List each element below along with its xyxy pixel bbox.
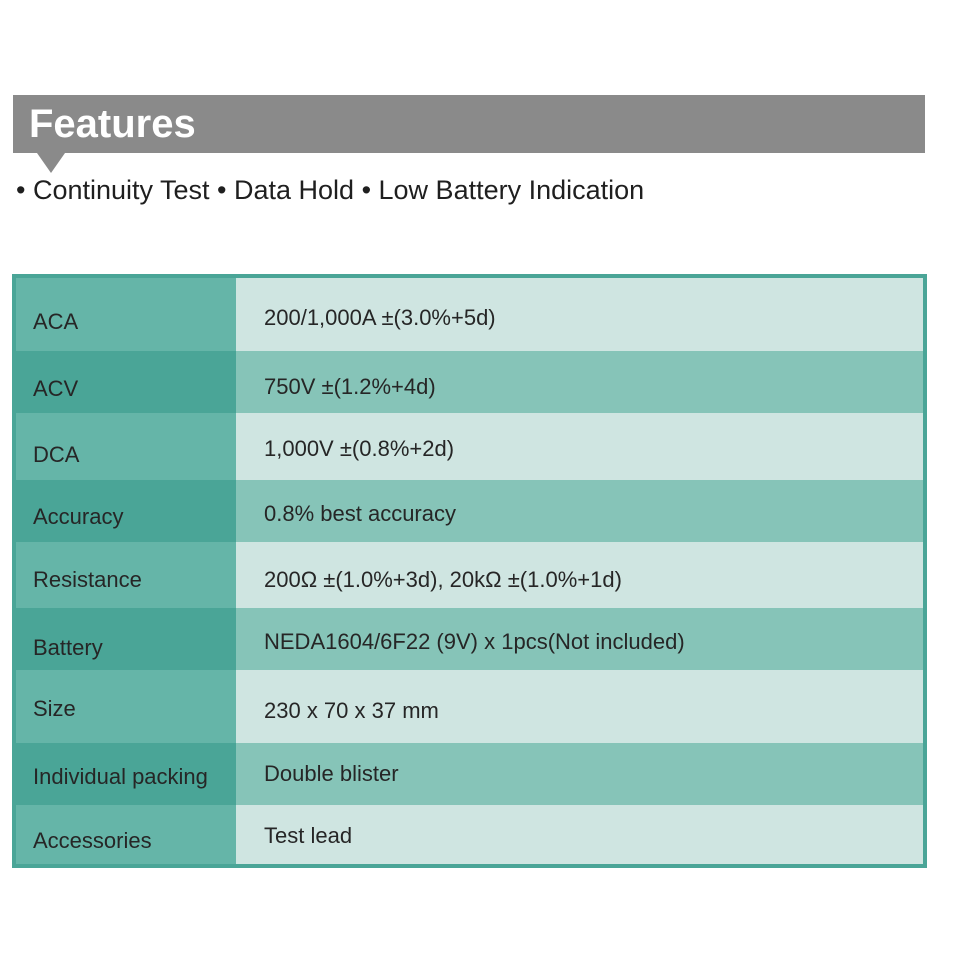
spec-label: Accessories <box>16 805 236 864</box>
spec-label: Accuracy <box>16 480 236 542</box>
spec-label: Battery <box>16 608 236 670</box>
spec-label: ACA <box>16 278 236 351</box>
spec-row-battery <box>16 608 923 670</box>
spec-label: ACV <box>16 351 236 413</box>
spec-label: Resistance <box>16 542 236 608</box>
spec-row-individual-packing <box>16 743 923 805</box>
spec-label: DCA <box>16 413 236 480</box>
spec-value: 200Ω ±(1.0%+3d), 20kΩ ±(1.0%+1d) <box>236 542 923 608</box>
spec-label: Size <box>16 670 236 743</box>
spec-row-size <box>16 670 923 743</box>
spec-row-aca <box>16 278 923 351</box>
spec-row-dca <box>16 413 923 480</box>
spec-value: 750V ±(1.2%+4d) <box>236 351 923 413</box>
spec-value: NEDA1604/6F22 (9V) x 1pcs(Not included) <box>236 608 923 670</box>
spec-value: 230 x 70 x 37 mm <box>236 670 923 743</box>
spec-value: 200/1,000A ±(3.0%+5d) <box>236 278 923 351</box>
spec-row-acv <box>16 351 923 413</box>
spec-table <box>12 274 927 868</box>
spec-value: Double blister <box>236 743 923 805</box>
features-title: Features <box>29 102 196 146</box>
spec-value: Test lead <box>236 805 923 864</box>
features-list: • Continuity Test • Data Hold • Low Battery Indication <box>16 175 645 205</box>
spec-value: 1,000V ±(0.8%+2d) <box>236 413 923 480</box>
spec-row-accuracy <box>16 480 923 542</box>
spec-value: 0.8% best accuracy <box>236 480 923 542</box>
features-header-bar <box>13 95 925 153</box>
header-pointer-arrow <box>37 153 65 173</box>
spec-row-resistance <box>16 542 923 608</box>
spec-label: Individual packing <box>16 743 236 805</box>
spec-row-accessories <box>16 805 923 864</box>
